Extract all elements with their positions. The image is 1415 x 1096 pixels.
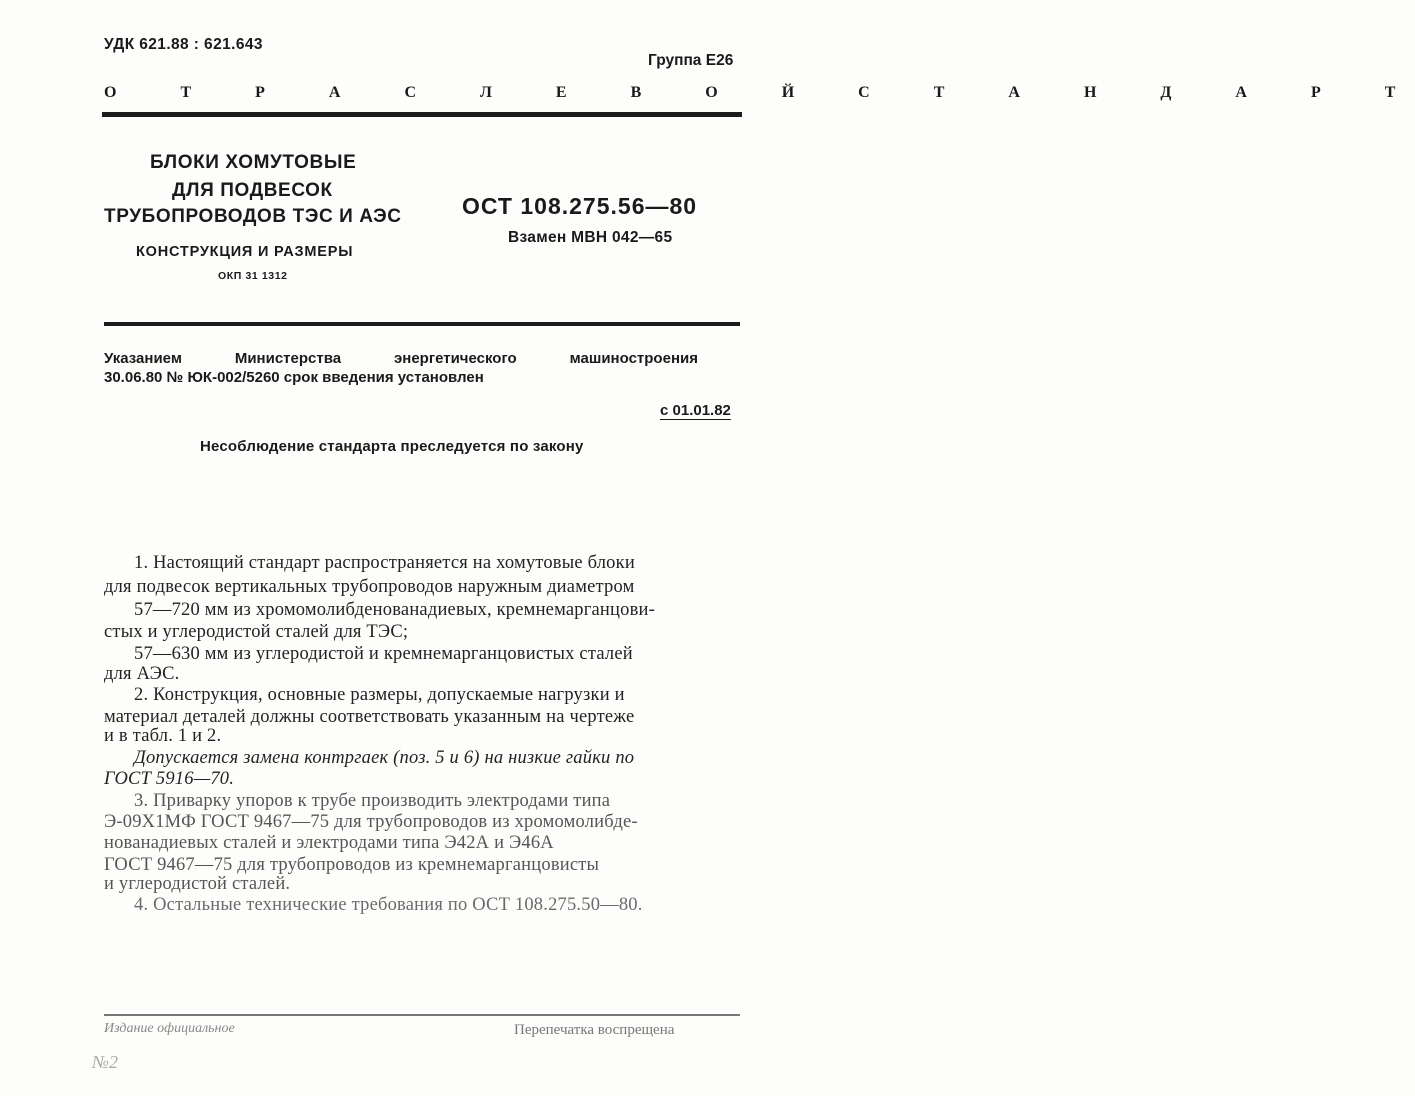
body-line: 57—720 мм из хромомолибденованадиевых, кремнемарганцови- — [134, 600, 655, 620]
body-line: Э-09Х1МФ ГОСТ 9467—75 для трубопроводов из хромомолибде- — [104, 812, 638, 832]
body-line: и в табл. 1 и 2. — [104, 726, 222, 746]
standard-type-banner: О Т Р А С Л Е В О Й С Т А Н Д А Р Т — [104, 84, 1415, 101]
footer-divider — [104, 1014, 740, 1016]
standard-number: ОСТ 108.275.56—80 — [462, 193, 698, 219]
effective-date: с 01.01.82 — [660, 402, 731, 419]
body-line: Допускается замена контргаек (поз. 5 и 6) на низкие гайки по — [134, 748, 635, 768]
decree-line-1 — [104, 350, 698, 367]
reprint-prohibited-note: Перепечатка воспрещена — [514, 1022, 675, 1038]
replaces-note: Взамен МВН 042—65 — [508, 229, 673, 246]
body-line: 2. Конструкция, основные размеры, допускаемые нагрузки и — [134, 685, 625, 705]
body-line: ГОСТ 9467—75 для трубопроводов из кремнемарганцовисты — [104, 855, 600, 875]
body-line: нованадиевых сталей и электродами типа Э42А и Э46А — [104, 833, 554, 853]
decree-word: машиностроения — [569, 350, 698, 367]
body-line: материал деталей должны соответствовать указанным на чертеже — [104, 707, 635, 727]
body-line: стых и углеродистой сталей для ТЭС; — [104, 622, 409, 642]
body-line: для АЭС. — [104, 664, 180, 684]
handwritten-page-mark: №2 — [92, 1052, 118, 1072]
decree-word: Министерства — [234, 350, 342, 367]
legal-notice: Несоблюдение стандарта преследуется по закону — [200, 438, 584, 455]
decree-word: Указанием — [104, 350, 182, 367]
group-code: Группа Е26 — [648, 52, 734, 69]
decree-line-2: 30.06.80 № ЮК-002/5260 срок введения установлен — [104, 369, 484, 386]
title-line-3: ТРУБОПРОВОДОВ ТЭС И АЭС — [104, 206, 402, 227]
title-line-2: ДЛЯ ПОДВЕСОК — [172, 180, 333, 201]
official-edition-note: Издание официальное — [104, 1021, 235, 1036]
body-line: 1. Настоящий стандарт распространяется на хомутовые блоки — [134, 553, 635, 573]
title-divider — [104, 322, 740, 326]
body-line: и углеродистой сталей. — [104, 874, 291, 894]
okp-code: ОКП 31 1312 — [218, 270, 288, 282]
body-line: ГОСТ 5916—70. — [104, 769, 235, 789]
body-line: 3. Приварку упоров к трубе производить электродами типа — [134, 791, 611, 811]
decree-word: энергетического — [393, 350, 517, 367]
header-divider — [102, 112, 742, 117]
udk-code: УДК 621.88 : 621.643 — [104, 36, 263, 53]
title-subtitle: КОНСТРУКЦИЯ И РАЗМЕРЫ — [136, 244, 354, 260]
body-line: 4. Остальные технические требования по ОСТ 108.275.50—80. — [134, 895, 643, 915]
body-line: для подвесок вертикальных трубопроводов наружным диаметром — [104, 577, 635, 597]
body-line: 57—630 мм из углеродистой и кремнемарганцовистых сталей — [134, 644, 633, 664]
title-line-1: БЛОКИ ХОМУТОВЫЕ — [150, 152, 357, 173]
